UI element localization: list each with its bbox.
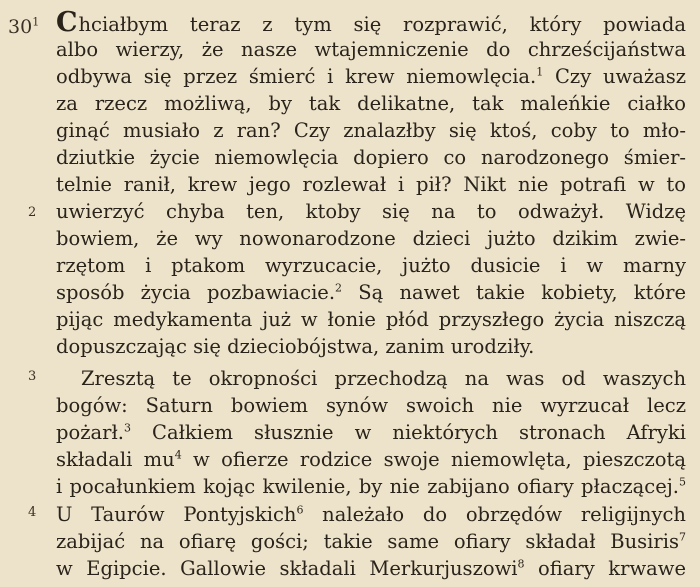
- text-line: ginąć musiało z ran? Czy znalazłby się ktoś, coby to mło-: [56, 119, 686, 142]
- text-line: składali $mu^4$ w ofierze rodzice swoje niemowlęta, pieszczotą: [56, 448, 686, 471]
- text-line: albo wierzy, że nasze wtajemniczenie do chrześcijaństwa: [56, 38, 686, 61]
- text-line: uwierzyć chyba ten, ktoby się na to odważył. Widzę: [56, 200, 686, 223]
- text-line: bowiem, że wy nowonarodzone dzieci jużto dzikim zwie-: [56, 227, 686, 250]
- text-line: Zresztą te okropności przechodzą na was od waszych: [81, 367, 686, 390]
- text-line: telnie ranił, krew jego rozlewał i pił? Nikt nie potrafi w to: [56, 173, 686, 196]
- text-line: U Taurów Pontyjskich$^6$ należało do obrzędów religijnych: [56, 503, 686, 526]
- text-line: sposób życia pozbawiacie.$^2$ Są nawet takie kobiety, które: [56, 281, 686, 304]
- text-line: za rzecz możliwą, by tak delikatne, tak maleńkie ciałko: [56, 92, 686, 115]
- text-line: dopuszczając się dzieciobójstwa, zanim urodziły.: [56, 335, 535, 358]
- drop-cap: C: [56, 7, 79, 38]
- text-line: pijąc medykamenta już w łonie płód przyszłego życia niszczą: [56, 308, 686, 331]
- margin-note-3: 3: [28, 369, 37, 384]
- margin-note-2: 2: [28, 205, 37, 220]
- text-line: rzętom i ptakom wyrzucacie, jużto dusicie i w marny: [56, 254, 686, 277]
- margin-note-4: 4: [28, 505, 37, 520]
- text-line: zabijać na ofiarę gości; takie same ofiary składał Busiris$^7$: [56, 530, 686, 553]
- text-line: bogów: Saturn bowiem synów swoich nie wyrzucał lecz: [56, 394, 686, 417]
- text-line: i pocałunkiem kojąc kwilenie, by nie zabijano ofiary płaczącej.$^5$: [56, 475, 686, 498]
- text-line: pożarł.$^3$ Całkiem słusznie w niektórych stronach Afryki: [56, 421, 686, 444]
- text-line: dziutkie życie niemowlęcia dopiero co narodzonego śmier-: [56, 146, 686, 169]
- chapter-number: $30^1$: [8, 15, 40, 38]
- text-line: w Egipcie. Gallowie składali Merkurjuszowi$^8$ ofiary krwawe: [56, 557, 686, 580]
- text-line: odbywa się przez śmierć i krew niemowlęcia.$^1$ Czy uważasz: [56, 65, 686, 88]
- text-line: Chciałbym teraz z tym się rozprawić, który powiada: [56, 7, 686, 38]
